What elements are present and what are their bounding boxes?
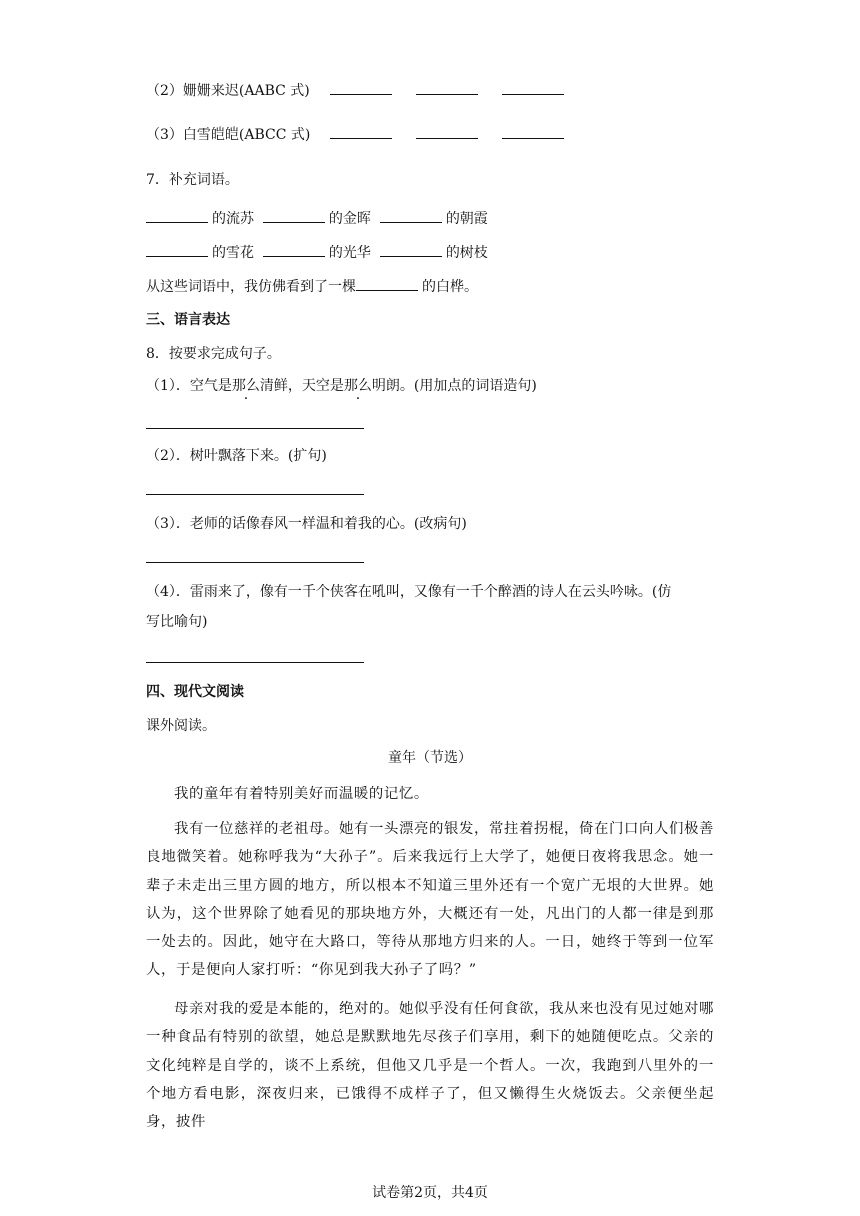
answer-line[interactable] [146, 662, 364, 663]
sentence-text: 明朗。(用加点的词语造句) [371, 378, 537, 394]
answer-blank[interactable] [146, 208, 208, 223]
answer-blank[interactable] [146, 242, 208, 257]
q7-word: 的朝霞 [445, 211, 488, 227]
section-3-heading: 三、语言表达 [146, 312, 230, 328]
answer-blank[interactable] [330, 124, 392, 139]
passage-title: 童年（节选） [388, 750, 472, 766]
page-footer: 试卷第2页，共4页 [372, 1185, 488, 1201]
q7-word: 的树枝 [445, 245, 488, 261]
q7-summary-after: 的白桦。 [422, 279, 478, 295]
q7-word: 的光华 [328, 245, 371, 261]
answer-blank[interactable] [502, 80, 564, 95]
q7-word: 的金晖 [328, 211, 371, 227]
q8-title: 8．按要求完成句子。 [146, 346, 281, 362]
q8-sentence-4-line-2: 写比喻句) [146, 614, 208, 630]
sentence-text: 清鲜，天空是 [259, 378, 344, 394]
passage-paragraph-1: 我的童年有着特别美好而温暖的记忆。 [174, 786, 429, 802]
answer-blank[interactable] [263, 242, 325, 257]
q6-item-3 [146, 124, 568, 145]
q6-item-3-text: （3）白雪皑皑(ABCC 式) [146, 127, 311, 143]
answer-blank[interactable] [416, 124, 478, 139]
q6-item-2-text: （2）姗姗来迟(AABC 式) [146, 83, 310, 99]
q7-word: 的雪花 [212, 245, 254, 261]
answer-blank[interactable] [502, 124, 564, 139]
passage-paragraph-3: 母亲对我的爱是本能的，绝对的。她似乎没有任何食欲，我从来也没有见过她对哪一种食品有特别的欲望，她总是默默地先尽孩子们享用，剩下的她随便吃点。父亲的文化纯粹是自学的，谈不上系统，但他又几乎是一个哲人。一次，我跑到八里外的一个地方看电影，深夜归来，已饿得不成样子了，但又懒得生火烧饭去。父亲便坐起身，披件 [146, 1001, 714, 1131]
answer-line[interactable] [146, 428, 364, 429]
q7-row-2 [146, 242, 488, 263]
dotted-word: 那么 [231, 378, 260, 394]
q7-summary [146, 276, 478, 297]
q7-title: 7．补充词语。 [146, 172, 239, 188]
q7-word: 的流苏 [212, 211, 254, 227]
answer-blank[interactable] [380, 242, 442, 257]
reading-intro: 课外阅读。 [146, 718, 216, 734]
section-4-heading: 四、现代文阅读 [146, 684, 244, 700]
dotted-word: 那么 [343, 378, 372, 394]
q8-sentence-2: （2）．树叶飘落下来。(扩句) [146, 448, 327, 464]
passage-paragraph-2: 我有一位慈祥的老祖母。她有一头漂亮的银发，常拄着拐棍，倚在门口向人们极善良地微笑着。她称呼我为“大孙子”。后来我远行上大学了，她便日夜将我思念。她一辈子未走出三里方圆的地方，所以根本不知道三里外还有一个宽广无垠的大世界。她认为，这个世界除了她看见的那块地方外，大概还有一处，凡出门的人都一律是到那一处去的。因此，她守在大路口，等待从那地方归来的人。一日，她终于等到一位军人，于是便向人家打听：“你见到我大孙子了吗？” [146, 821, 714, 979]
sentence-text: （1）．空气是 [146, 378, 232, 394]
answer-blank[interactable] [356, 276, 418, 291]
q6-item-2 [146, 80, 568, 101]
q7-summary-before: 从这些词语中，我仿佛看到了一棵 [146, 279, 356, 295]
answer-blank[interactable] [330, 80, 392, 95]
q7-row-1 [146, 208, 488, 229]
answer-blank[interactable] [380, 208, 442, 223]
q8-sentence-4-line-1: （4）．雷雨来了，像有一千个侠客在吼叫，又像有一千个醉酒的诗人在云头吟咏。(仿 [146, 584, 672, 600]
answer-line[interactable] [146, 494, 364, 495]
answer-blank[interactable] [416, 80, 478, 95]
q8-sentence-3: （3）．老师的话像春风一样温和着我的心。(改病句) [146, 516, 467, 532]
q8-sentence-1 [146, 376, 537, 396]
answer-blank[interactable] [263, 208, 325, 223]
answer-line[interactable] [146, 562, 364, 563]
